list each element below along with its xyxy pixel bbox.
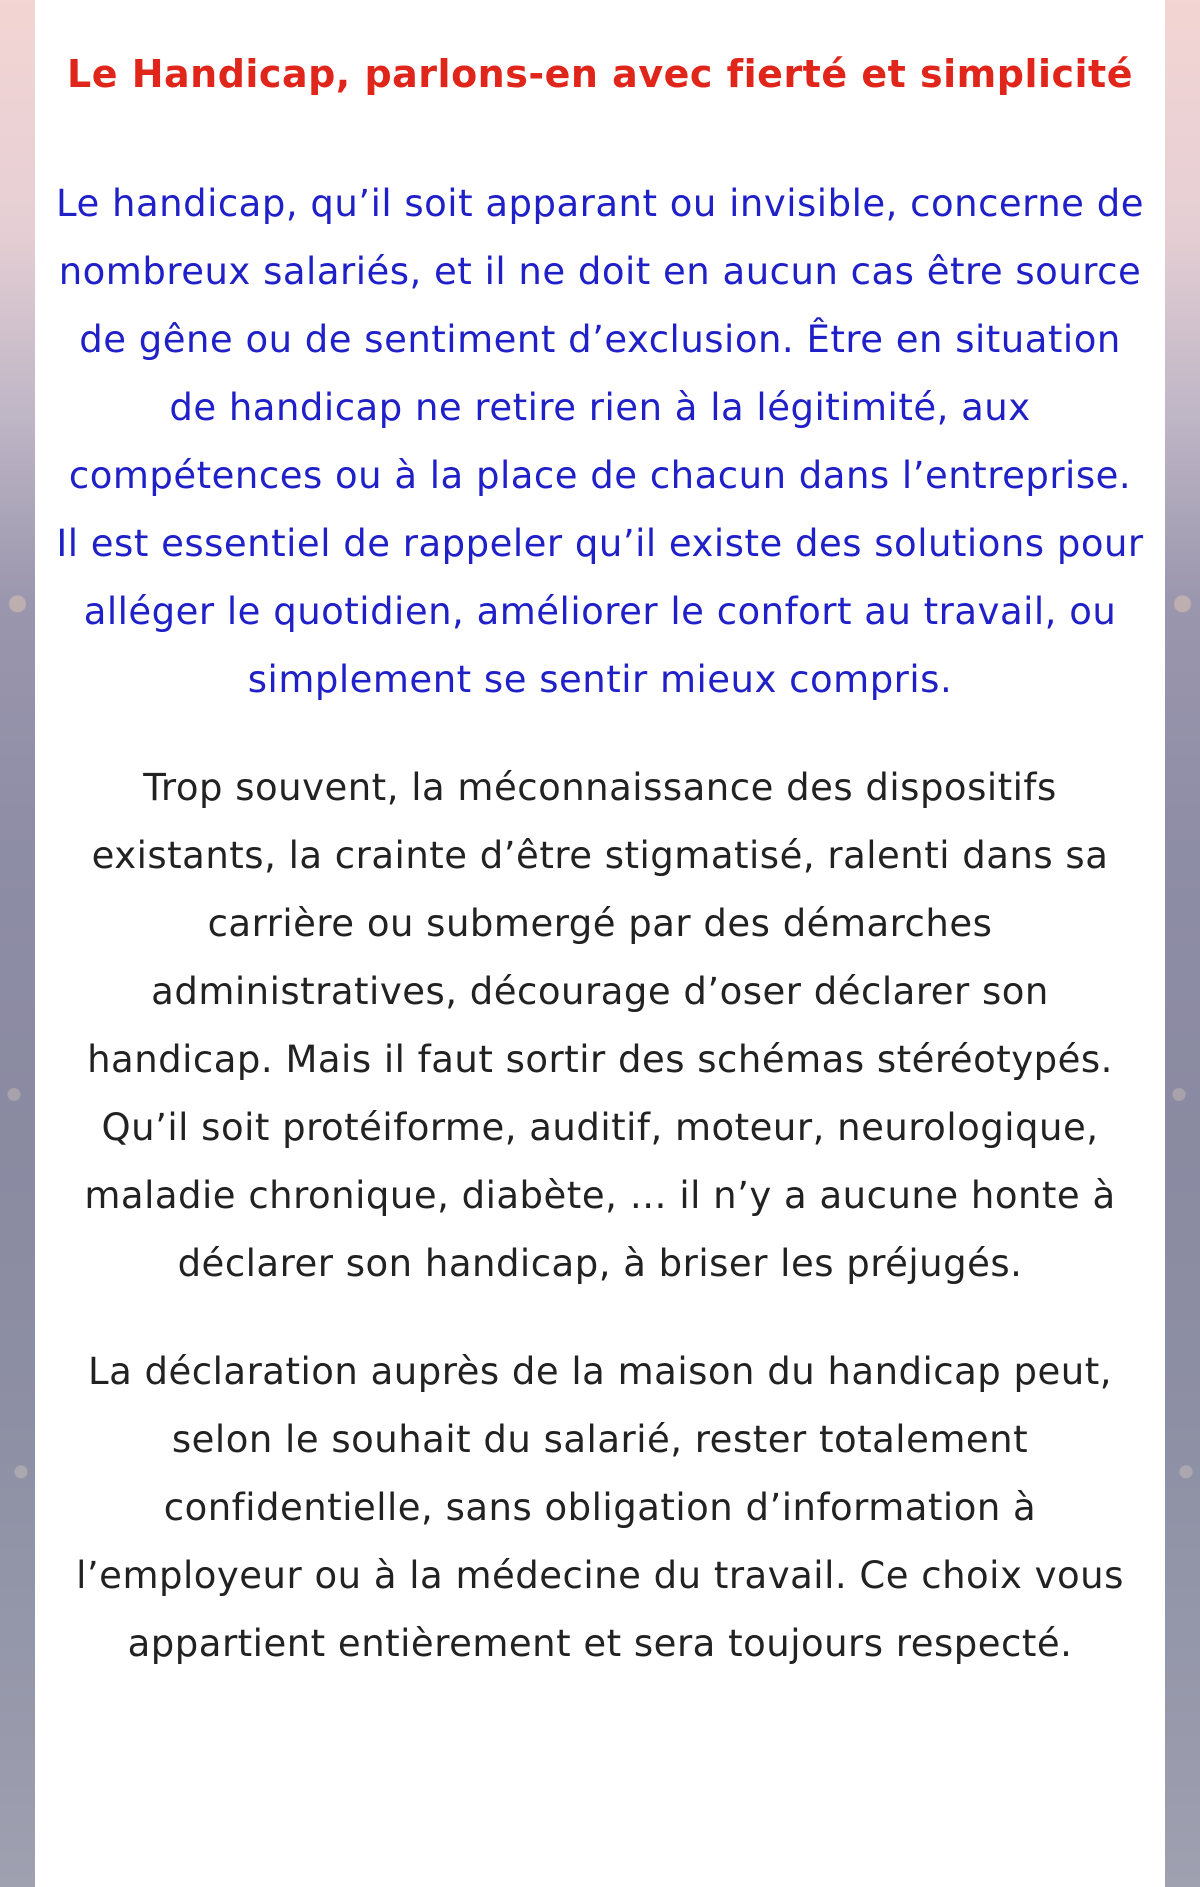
article-card xyxy=(35,0,1165,1887)
article-title: Le Handicap, parlons-en avec fierté et simplicité xyxy=(66,52,1133,96)
body-paragraph-confidentiality: La déclaration auprès de la maison du handicap peut, selon le souhait du salarié, rester totalement confidentielle, sans obligation d’information à l’employeur ou à la médecine du travail. Ce choix vous appartient entièrement et sera toujours respecté. xyxy=(76,1350,1124,1665)
intro-paragraph: Le handicap, qu’il soit apparant ou invisible, concerne de nombreux salariés, et il ne doit en aucun cas être source de gêne ou de sentiment d’exclusion. Être en situation de handicap ne retire rien à la légitimité, aux compétences ou à la place de chacun dans l’entreprise. Il est essentiel de rappeler qu’il existe des solutions pour alléger le quotidien, améliorer le confort au travail, ou simplement se sentir mieux compris. xyxy=(56,182,1144,701)
body-paragraph-stigma: Trop souvent, la méconnaissance des dispositifs existants, la crainte d’être stigmatisé, ralenti dans sa carrière ou submergé par des démarches administratives, décourage d’oser déclarer son handicap. Mais il faut sortir des schémas stéréotypés. Qu’il soit protéiforme, auditif, moteur, neurologique, maladie chronique, diabète, … il n’y a aucune honte à déclarer son handicap, à briser les préjugés. xyxy=(84,766,1116,1285)
background-photo-right xyxy=(1165,0,1200,1887)
background-photo-left xyxy=(0,0,35,1887)
